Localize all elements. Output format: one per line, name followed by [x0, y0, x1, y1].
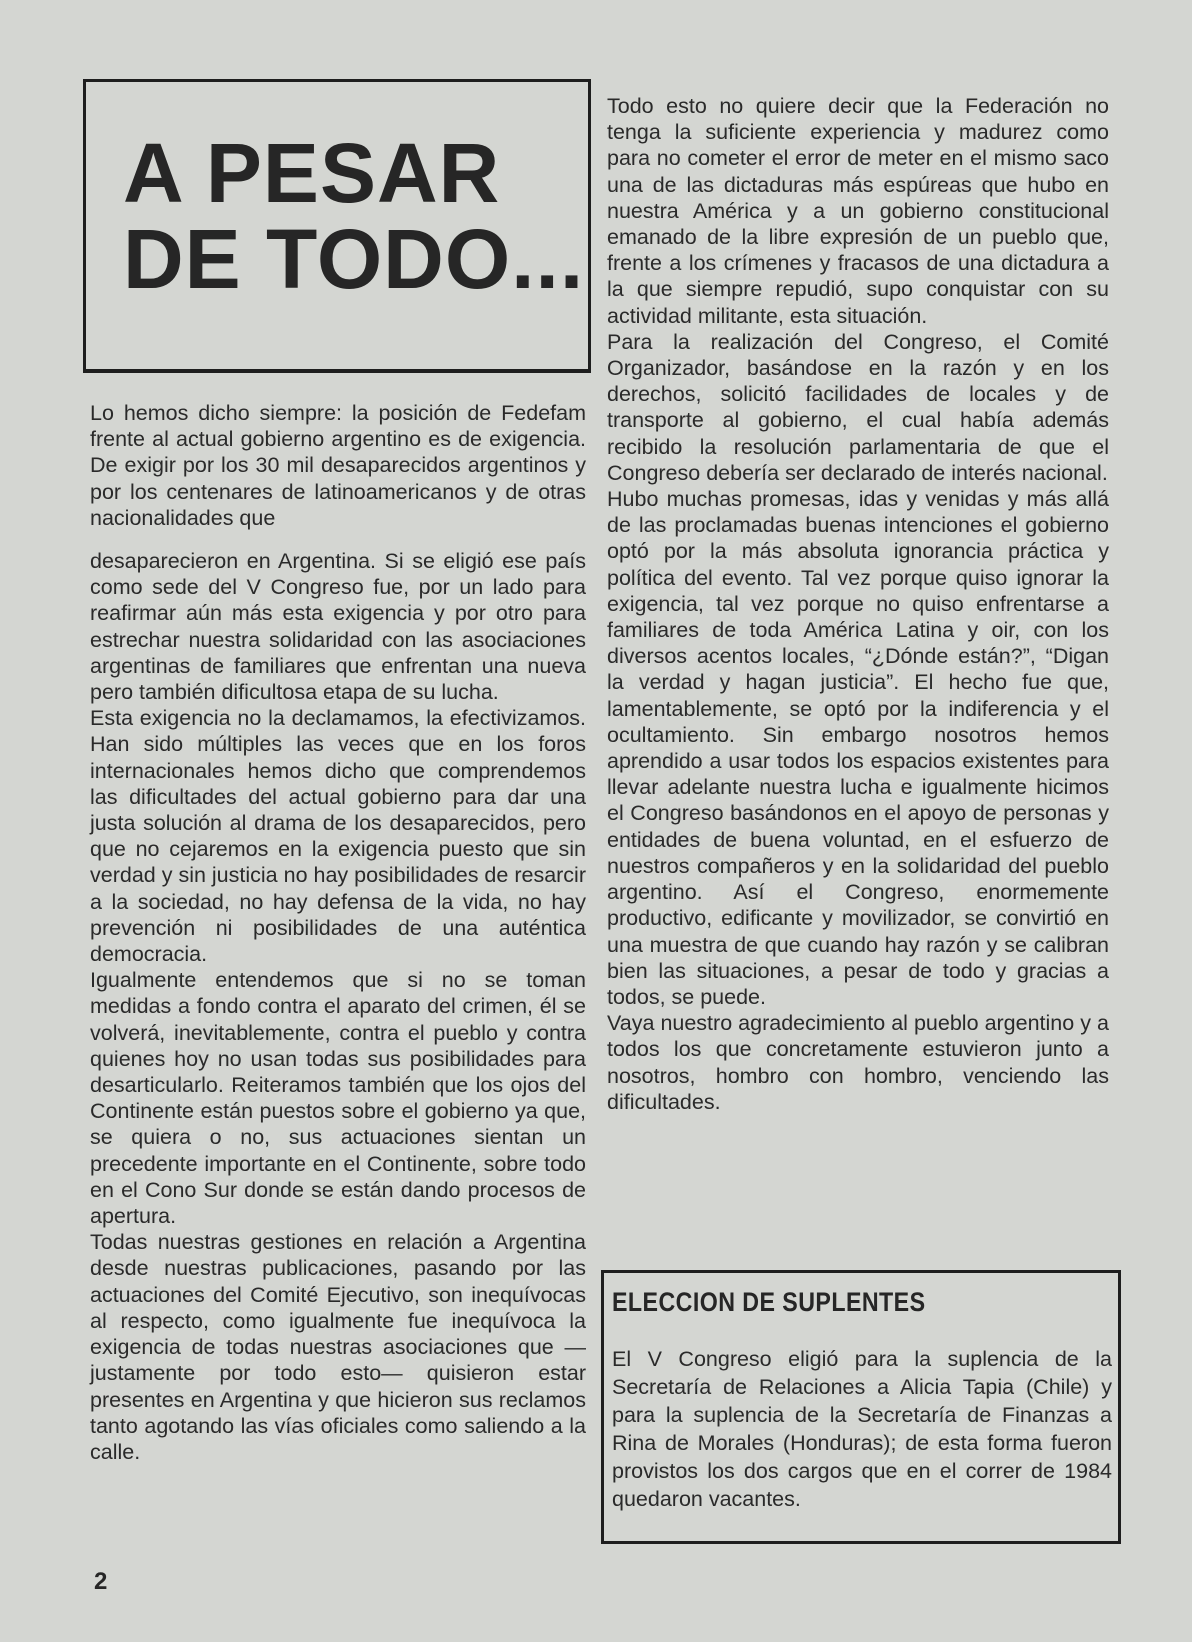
title-line-2: DE TODO... — [123, 212, 585, 306]
title-line-1: A PESAR — [123, 126, 501, 220]
paragraph: Para la realización del Congreso, el Comité Organizador, basándose en la razón y en los derechos, solicitó facilidades de locales y de transporte al gobierno, el cual había además recibido la resolución parlamentaria de que el Congreso debería ser declarado de interés nacional. — [607, 329, 1109, 485]
title-box — [83, 79, 591, 373]
sidebar-box — [601, 1270, 1121, 1544]
paragraph: Todo esto no quiere decir que la Federación no tenga la suficiente experiencia y madurez como para no cometer el error de meter en el mismo saco una de las dictaduras más espúreas que hubo en nuestra América y a un gobierno constitucional emanado de la libre expresión de un pueblo que, frente a los crímenes y fracasos de una dictadura a la que siempre repudió, supo conquistar con su actividad militante, esta situación. — [607, 94, 1109, 328]
paragraph: Vaya nuestro agradecimiento al pueblo argentino y a todos los que concretamente estuvieron junto a nosotros, hombro con hombro, venciendo las dificultades. — [607, 1011, 1109, 1114]
paragraph: desaparecieron en Argentina. Si se eligió ese país como sede del V Congreso fue, por un lado para reafirmar aún más esta exigencia y por otro para estrechar nuestra solidaridad con las asociaciones argentinas de familiares que enfrentan una nueva pero también dificultosa etapa de su lucha. — [90, 549, 586, 705]
intro-paragraph: Lo hemos dicho siempre: la posición de Fedefam frente al actual gobierno argentino es de exigencia. De exigir por los 30 mil desaparecidos argentinos y por los centenares de latinoamericanos y de otras nacionalidades que — [90, 401, 586, 530]
article-title — [123, 126, 585, 306]
sidebar-body: El V Congreso eligió para la suplencia de la Secretaría de Relaciones a Alicia Tapia (Chile) y para la suplencia de la Secretaría de Finanzas a Rina de Morales (Honduras); de esta forma fueron provistos los dos cargos que en el correr de 1984 quedaron vacantes. — [612, 1347, 1112, 1511]
left-column-intro — [90, 400, 586, 531]
paragraph: Igualmente entendemos que si no se toman medidas a fondo contra el aparato del crimen, él se volverá, inevitablemente, contra el pueblo y contra quienes hoy no usan todas sus posibilidades para desarticularlo. Reiteramos también que los ojos del Continente están puestos sobre el gobierno ya que, se quiera o no, sus actuaciones sientan un precedente importante en el Continente, sobre todo en el Cono Sur donde se están dando procesos de apertura. — [90, 968, 586, 1229]
page-number: 2 — [94, 1568, 108, 1595]
right-column — [607, 93, 1109, 1115]
paragraph: Hubo muchas promesas, idas y venidas y más allá de las proclamadas buenas intenciones el gobierno optó por la más absoluta ignorancia práctica y política del evento. Tal vez porque quiso ignorar la exigencia, tal vez porque no quiso enfrentarse a familiares de toda América Latina y oir, con los diversos acentos locales, “¿Dónde están?”, “Digan la verdad y hagan justicia”. El hecho fue que, lamentablemente, se optó por la indiferencia y el ocultamiento. Sin embargo nosotros hemos aprendido a usar todos los espacios existentes para llevar adelante nuestra lucha e igualmente hicimos el Congreso basándonos en el apoyo de personas y entidades de buena voluntad, en el esfuerzo de nuestros compañeros y en la solidaridad del pueblo argentino. Así el Congreso, enormemente productivo, edificante y movilizador, se convirtió en una muestra de que cuando hay razón y se calibran bien las situaciones, a pesar de todo y gracias a todos, se puede. — [607, 487, 1109, 1009]
paragraph: Todas nuestras gestiones en relación a Argentina desde nuestras publicaciones, pasando por las actuaciones del Comité Ejecutivo, son inequívocas al respecto, como igualmente fue inequívoca la exigencia de todas nuestras asociaciones que —justamente por todo esto— quisieron estar presentes en Argentina y que hicieron sus reclamos tanto agotando las vías oficiales como saliendo a la calle. — [90, 1230, 586, 1464]
left-column — [90, 548, 586, 1465]
paragraph: Esta exigencia no la declamamos, la efectivizamos. Han sido múltiples las veces que en los foros internacionales hemos dicho que comprendemos las dificultades del actual gobierno para dar una justa solución al drama de los desaparecidos, pero que no cejaremos en la exigencia puesto que sin verdad y sin justicia no hay posibilidades de resarcir a la sociedad, no hay defensa de la vida, no hay prevención ni posibilidades de una auténtica democracia. — [90, 706, 586, 967]
sidebar-heading: ELECCION DE SUPLENTES — [612, 1287, 926, 1317]
